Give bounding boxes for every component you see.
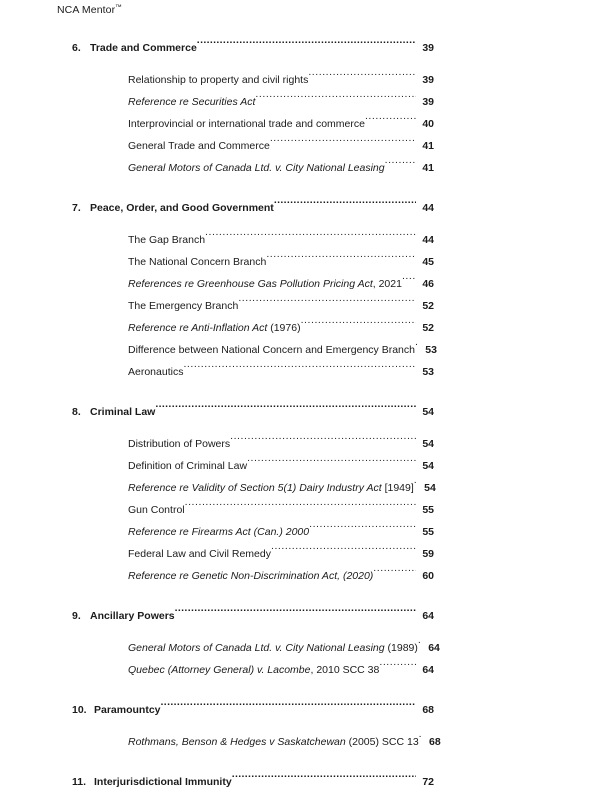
toc-entry[interactable] xyxy=(0,491,600,516)
toc-entry-text: Distribution of Powers xyxy=(128,438,231,450)
toc-entry[interactable] xyxy=(0,629,600,654)
toc-entry-case-name: General Motors of Canada Ltd. v. City National Leasing xyxy=(128,642,385,654)
toc-entry-label xyxy=(128,659,379,681)
dot-leader xyxy=(175,597,416,619)
toc-section-heading[interactable] xyxy=(0,29,600,54)
dot-leader xyxy=(418,629,422,651)
toc-page-number: 52 xyxy=(422,300,434,312)
toc-page-number: 40 xyxy=(422,118,434,130)
toc-page-number: 54 xyxy=(422,460,434,472)
toc-page-number: 41 xyxy=(422,140,434,152)
toc-entry-label xyxy=(128,295,238,317)
dot-leader xyxy=(247,447,416,469)
toc-entry-text: Difference between National Concern and Emergency Branch xyxy=(128,344,415,356)
toc-section-heading[interactable] xyxy=(0,691,600,716)
dot-leader xyxy=(230,425,416,447)
dot-leader xyxy=(379,651,416,673)
toc-section-title: Paramountcy xyxy=(94,704,161,716)
toc-section-title: Trade and Commerce xyxy=(90,42,197,54)
toc-entry-text: The Emergency Branch xyxy=(128,300,239,312)
toc-entry-text: General Trade and Commerce xyxy=(128,140,270,152)
toc-entry-text: The Gap Branch xyxy=(128,234,206,246)
toc-group xyxy=(0,29,600,174)
dot-leader xyxy=(266,243,416,265)
toc-entry-label xyxy=(128,91,255,113)
dot-leader xyxy=(155,393,416,415)
toc-entry-case-name: Reference re Validity of Section 5(1) Dairy Industry Act xyxy=(128,482,382,494)
toc-entry[interactable] xyxy=(0,149,600,174)
toc-page-number: 53 xyxy=(422,366,434,378)
toc-entry-text: Interprovincial or international trade and commerce xyxy=(128,118,365,130)
toc-page-number: 53 xyxy=(425,344,437,356)
dot-leader xyxy=(271,535,416,557)
toc-entry-case-name: Reference re Firearms Act (Can.) 2000 xyxy=(128,526,310,538)
toc-entry-citation: (1976) xyxy=(267,322,301,334)
toc-entry-case-name: References re Greenhouse Gas Pollution Pricing Act xyxy=(128,278,373,290)
trademark-symbol: ™ xyxy=(115,4,122,11)
toc-section-title: Peace, Order, and Good Government xyxy=(90,202,274,214)
toc-entry-case-name: General Motors of Canada Ltd. v. City National Leasing xyxy=(128,162,385,174)
running-head-text: NCA Mentor xyxy=(57,4,116,16)
toc-entry-label xyxy=(128,229,205,251)
toc-entry-label xyxy=(128,157,385,179)
toc-entry[interactable] xyxy=(0,287,600,312)
table-of-contents xyxy=(0,29,600,788)
toc-entry-label xyxy=(128,637,418,659)
toc-entry[interactable] xyxy=(0,221,600,246)
toc-entry-case-name: Rothmans, Benson & Hedges v Saskatchewan xyxy=(128,736,346,748)
toc-entry-label xyxy=(128,565,373,587)
toc-entry-case-name: Quebec (Attorney General) v. Lacombe xyxy=(128,664,311,676)
toc-group xyxy=(0,189,600,378)
toc-page-number: 64 xyxy=(422,610,434,622)
dot-leader xyxy=(415,331,419,353)
toc-section-number: 9. xyxy=(72,610,81,622)
toc-entry[interactable] xyxy=(0,447,600,472)
toc-section-number: 11. xyxy=(72,776,87,788)
toc-page-number: 52 xyxy=(422,322,434,334)
dot-leader xyxy=(161,691,416,713)
toc-page-number: 44 xyxy=(422,234,434,246)
dot-leader xyxy=(270,127,416,149)
toc-entry-label xyxy=(128,543,271,565)
toc-section-title: Ancillary Powers xyxy=(90,610,175,622)
toc-page-number: 55 xyxy=(422,526,434,538)
toc-entry[interactable] xyxy=(0,535,600,560)
toc-entry-label xyxy=(128,433,230,455)
dot-leader xyxy=(238,287,416,309)
toc-section-heading[interactable] xyxy=(0,597,600,622)
toc-entry-case-name: Reference re Genetic Non-Discrimination Act, (2020) xyxy=(128,570,374,582)
toc-entry[interactable] xyxy=(0,243,600,268)
toc-page-number: 54 xyxy=(422,438,434,450)
dot-leader xyxy=(255,83,416,105)
toc-page-number: 54 xyxy=(424,482,436,494)
dot-leader xyxy=(197,29,416,51)
toc-entry[interactable] xyxy=(0,265,600,290)
toc-page-number: 60 xyxy=(422,570,434,582)
toc-group xyxy=(0,691,600,748)
toc-page-number: 46 xyxy=(422,278,434,290)
toc-page-number: 59 xyxy=(422,548,434,560)
toc-entry-text: Gun Control xyxy=(128,504,185,516)
toc-entry-text: Definition of Criminal Law xyxy=(128,460,248,472)
dot-leader xyxy=(232,763,416,785)
toc-group xyxy=(0,597,600,676)
toc-page-number: 41 xyxy=(422,162,434,174)
toc-entry[interactable] xyxy=(0,127,600,152)
toc-entry-citation: (2005) SCC 13 xyxy=(345,736,419,748)
toc-entry-case-name: Reference re Anti-Inflation Act xyxy=(128,322,268,334)
toc-entry-case-name: Reference re Securities Act xyxy=(128,96,256,108)
toc-entry-label xyxy=(128,251,266,273)
dot-leader xyxy=(205,221,416,243)
toc-page-number: 39 xyxy=(422,74,434,86)
toc-entry-text: Federal Law and Civil Remedy xyxy=(128,548,271,560)
running-head xyxy=(57,4,122,16)
toc-entry[interactable] xyxy=(0,353,600,378)
toc-entry[interactable] xyxy=(0,83,600,108)
dot-leader xyxy=(402,265,416,287)
toc-entry-label xyxy=(128,361,183,383)
toc-group xyxy=(0,393,600,582)
dot-leader xyxy=(419,723,423,745)
toc-entry[interactable] xyxy=(0,61,600,86)
dot-leader xyxy=(183,353,416,375)
toc-page-number: 39 xyxy=(422,42,434,54)
toc-entry[interactable] xyxy=(0,513,600,538)
toc-entry-citation: , 2010 SCC 38 xyxy=(310,664,380,676)
toc-entry[interactable] xyxy=(0,309,600,334)
dot-leader xyxy=(308,61,416,83)
toc-page-number: 54 xyxy=(422,406,434,418)
toc-entry[interactable] xyxy=(0,723,600,748)
dot-leader xyxy=(301,309,416,331)
toc-entry[interactable] xyxy=(0,105,600,130)
toc-entry-text: The National Concern Branch xyxy=(128,256,267,268)
toc-section-title: Interjurisdictional Immunity xyxy=(94,776,232,788)
toc-page-number: 39 xyxy=(422,96,434,108)
dot-leader xyxy=(373,557,416,579)
toc-section-number: 10. xyxy=(72,704,87,716)
toc-group xyxy=(0,763,600,788)
toc-page-number: 55 xyxy=(422,504,434,516)
toc-page-number: 45 xyxy=(422,256,434,268)
toc-section-number: 6. xyxy=(72,42,81,54)
toc-section-number: 7. xyxy=(72,202,81,214)
dot-leader xyxy=(365,105,416,127)
toc-page-number: 68 xyxy=(422,704,434,716)
toc-page-number: 68 xyxy=(428,736,441,748)
toc-entry-label xyxy=(128,455,247,477)
toc-section-title: Criminal Law xyxy=(90,406,156,418)
toc-entry-label xyxy=(128,317,301,339)
dot-leader xyxy=(385,149,416,171)
toc-entry-label xyxy=(128,499,185,521)
toc-entry[interactable] xyxy=(0,425,600,450)
toc-entry-text: Aeronautics xyxy=(128,366,184,378)
toc-section-heading[interactable] xyxy=(0,189,600,214)
toc-section-number: 8. xyxy=(72,406,81,418)
dot-leader xyxy=(309,513,416,535)
toc-page-number: 44 xyxy=(422,202,434,214)
toc-entry-label xyxy=(128,731,419,753)
dot-leader xyxy=(414,469,418,491)
toc-entry-text: Relationship to property and civil rights xyxy=(128,74,309,86)
toc-entry-citation: (1989) xyxy=(384,642,418,654)
toc-entry[interactable] xyxy=(0,557,600,582)
toc-page-number: 72 xyxy=(422,776,434,788)
toc-entry[interactable] xyxy=(0,469,600,494)
dot-leader xyxy=(274,189,416,211)
toc-section-heading[interactable] xyxy=(0,763,600,788)
toc-entry-citation: [1949] xyxy=(381,482,414,494)
toc-page-number: 64 xyxy=(422,664,434,676)
toc-section-heading[interactable] xyxy=(0,393,600,418)
toc-entry-citation: , 2021 xyxy=(372,278,402,290)
dot-leader xyxy=(185,491,416,513)
toc-page-number: 64 xyxy=(428,642,440,654)
toc-entry-label xyxy=(128,135,270,157)
